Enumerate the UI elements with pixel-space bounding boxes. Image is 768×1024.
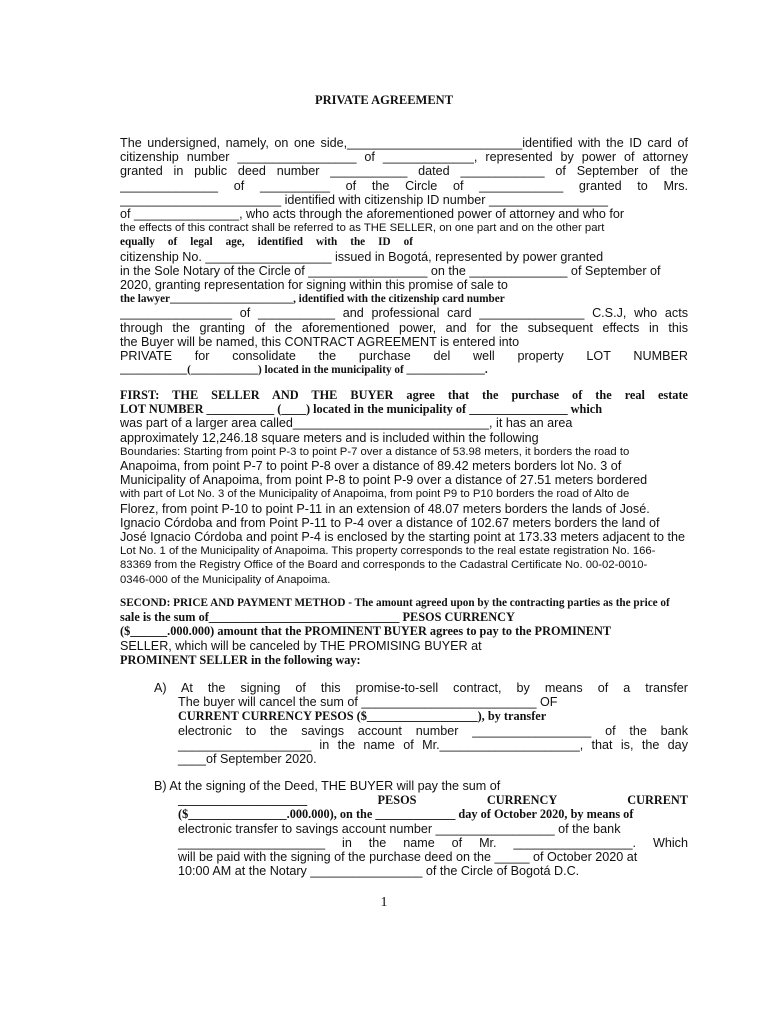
first-line: LOT NUMBER ___________ (____) located in the municipality of ________________ which: [120, 402, 603, 417]
intro-line: ______________ of __________ of the Circle of ____________ granted to Mrs.: [120, 178, 688, 193]
intro-line: the lawyer______________________, identified with the citizenship card number: [120, 293, 505, 306]
first-line: José Ignacio Córdoba and point P-4 is enclosed by the starting point at 173.33 meters adjacent to the: [120, 530, 685, 545]
intro-line: ________________ of ___________ and professional card _______________ C.S.J, who acts: [120, 306, 688, 321]
intro-line: The undersigned, namely, on one side,_________________________identified with the ID card of: [120, 136, 688, 150]
intro-paragraph: [120, 136, 688, 377]
intro-line: citizenship number _________________ of _____________, represented by power of attorney: [120, 150, 688, 165]
second-line: SECOND: PRICE AND PAYMENT METHOD - The amount agreed upon by the contracting parties as the price of: [120, 597, 670, 609]
item-b-line: B) At the signing of the Deed, THE BUYER will pay the sum of: [154, 779, 501, 793]
page-number: 1: [380, 895, 388, 910]
item-b-line: ($________________.000.000), on the _____________ day of October 2020, by means of: [178, 807, 634, 822]
payment-item-a: [154, 681, 688, 766]
intro-line: through the granting of the aforementioned power, and for the subsequent effects in this: [120, 320, 688, 335]
second-clause: [120, 596, 688, 667]
item-b-line: _____________________ PESOS CURRENCY CURRENT: [178, 793, 688, 808]
second-line: ($______.000.000) amount that the PROMINENT BUYER agrees to pay to the PROMINENT: [120, 624, 612, 639]
first-line: Ignacio Córdoba and from Point P-11 to P-4 over a distance of 102.67 meters borders the land of: [120, 515, 660, 530]
intro-line: _______________________ identified with citizenship ID number _________________: [120, 192, 609, 207]
first-line: with part of Lot No. 3 of the Municipality of Anapoima, from point P9 to P10 borders the road of Alto de: [120, 488, 630, 501]
first-line: 83369 from the Registry Office of the Board and corresponds to the Cadastral Certificate No. 00-02-0010-: [120, 559, 648, 572]
intro-line: equally of legal age, identified with the ID of: [120, 236, 413, 249]
first-line: Florez, from point P-10 to point P-11 in an extension of 48.07 meters borders the lands of José.: [120, 501, 650, 516]
second-line: SELLER, which will be canceled by THE PROMISING BUYER at: [120, 638, 482, 653]
intro-line: citizenship No. __________________ issued in Bogotá, represented by power granted: [120, 249, 604, 264]
item-a-line: ___________________ in the name of Mr.____________________, that is, the day: [178, 737, 688, 752]
second-line: PROMINENT SELLER in the following way:: [120, 652, 361, 667]
page-title: PRIVATE AGREEMENT: [314, 93, 454, 107]
first-line: FIRST: THE SELLER AND THE BUYER agree that the purchase of the real estate: [120, 388, 688, 402]
intro-line: ____________(____________) located in the municipality of ______________.: [120, 364, 488, 377]
item-b-line: electronic transfer to savings account number _________________ of the bank: [178, 821, 621, 836]
first-line: 0346-000 of the Municipality of Anapoima.: [120, 573, 331, 586]
intro-line: in the Sole Notary of the Circle of _________________ on the ______________ of September of: [120, 263, 661, 278]
second-line: sale is the sum of_______________________________ PESOS CURRENCY: [120, 610, 515, 625]
item-b-line: will be paid with the signing of the purchase deed on the _____ of October 2020 at: [178, 850, 638, 865]
intro-line: of _______________, who acts through the aforementioned power of attorney and who for: [120, 207, 625, 222]
item-a-line: CURRENT CURRENCY PESOS ($__________________), by transfer: [178, 709, 547, 724]
intro-line: the Buyer will be named, this CONTRACT AGREEMENT is entered into: [120, 334, 520, 349]
first-line: Anapoima, from point P-7 to point P-8 over a distance of 89.42 meters borders lot No. 3 of: [120, 459, 622, 474]
payment-item-b: [154, 779, 688, 878]
item-b-line: 10:00 AM at the Notary ________________ of the Circle of Bogotá D.C.: [178, 864, 580, 879]
item-a-line: electronic to the savings account number _________________ of the bank: [178, 723, 688, 738]
first-line: Municipality of Anapoima, from point P-8 to point P-9 over a distance of 27.51 meters bordered: [120, 473, 648, 488]
item-a-line: A) At the signing of this promise-to-sell contract, by means of a transfer: [154, 681, 688, 695]
intro-line: PRIVATE for consolidate the purchase del well property LOT NUMBER: [120, 349, 688, 364]
item-a-line: ____of September 2020.: [178, 752, 317, 767]
intro-line: the effects of this contract shall be referred to as THE SELLER, on one part and on the other part: [120, 222, 605, 235]
item-a-line: The buyer will cancel the sum of _________________________ OF: [178, 695, 558, 710]
intro-line: granted in public deed number ___________ dated ____________ of September of the: [120, 164, 688, 179]
first-line: approximately 12,246.18 square meters and is included within the following: [120, 430, 539, 445]
item-b-line: _____________________ in the name of Mr. _________________. Which: [178, 835, 688, 850]
first-line: was part of a larger area called____________________________, it has an area: [120, 416, 573, 431]
first-line: Lot No. 1 of the Municipality of Anapoima. This property corresponds to the real estate registration No. 166-: [120, 545, 656, 558]
intro-line: 2020, granting representation for signing within this promise of sale to: [120, 278, 508, 293]
first-clause: [120, 388, 688, 587]
first-line: Boundaries: Starting from point P-3 to point P-7 over a distance of 53.98 meters, it borders the road to: [120, 445, 630, 458]
